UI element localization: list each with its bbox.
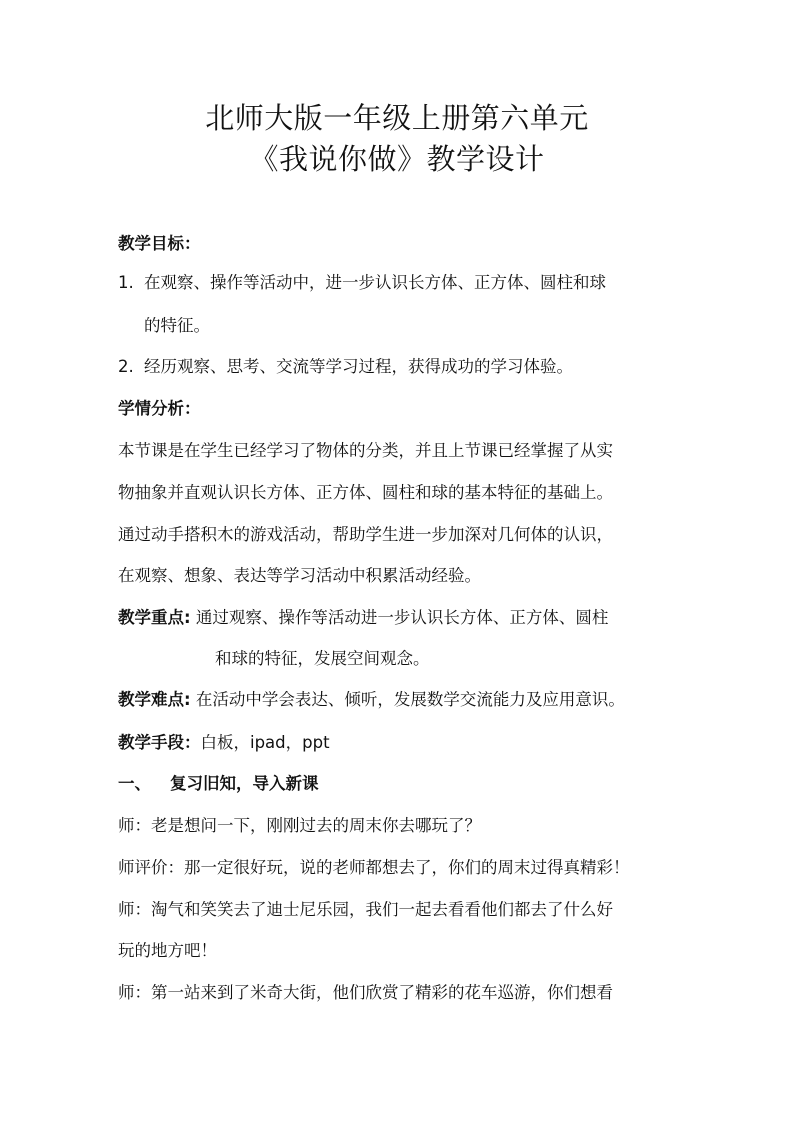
- analysis-heading: 学情分析：: [118, 399, 201, 418]
- objective-2: [118, 356, 718, 378]
- analysis-paragraph-line-3: 通过动手搭积木的游戏活动，帮助学生进一步加深对几何体的认识，: [118, 525, 613, 544]
- objective-1-continued: 的特征。: [144, 316, 210, 335]
- teaching-means-text: 白板，ipad，ppt: [200, 733, 330, 752]
- teacher-line-2: 师评价：那一定很好玩，说的老师都想去了，你们的周末过得真精彩！: [118, 858, 630, 877]
- section-1-heading: [118, 773, 718, 795]
- teacher-line-4: 师：第一站来到了米奇大街，他们欣赏了精彩的花车巡游，你们想看: [118, 983, 613, 1002]
- teaching-means-label: 教学手段：: [118, 733, 201, 752]
- objective-2-text: 经历观察、思考、交流等学习过程，获得成功的学习体验。: [144, 357, 573, 376]
- section-1-title: 复习旧知，导入新课: [170, 774, 319, 793]
- teacher-line-3: 师：淘气和笑笑去了迪士尼乐园，我们一起去看看他们都去了什么好: [118, 900, 613, 919]
- objective-1-number: 1.: [118, 273, 134, 292]
- document-title-line-1: 北师大版一年级上册第六单元: [205, 101, 589, 135]
- objective-2-number: 2.: [118, 357, 134, 376]
- analysis-paragraph-line-1: 本节课是在学生已经学习了物体的分类，并且上节课已经掌握了从实: [118, 441, 613, 460]
- teacher-line-1: 师：老是想问一下，刚刚过去的周末你去哪玩了？: [118, 816, 481, 835]
- key-point-text: 通过观察、操作等活动进一步认识长方体、正方体、圆柱: [195, 608, 609, 627]
- objective-1-text: 在观察、操作等活动中，进一步认识长方体、正方体、圆柱和球: [144, 273, 606, 292]
- analysis-paragraph-line-4: 在观察、想象、表达等学习活动中积累活动经验。: [118, 566, 481, 585]
- difficulty-label: 教学难点:: [118, 690, 191, 709]
- teaching-means: [118, 732, 718, 754]
- document-title-line-2: 《我说你做》教学设计: [249, 142, 545, 176]
- difficulty-point: [118, 689, 718, 711]
- key-point-continued: 和球的特征，发展空间观念。: [215, 649, 430, 668]
- section-1-number: 一、: [118, 774, 151, 793]
- objectives-heading: 教学目标：: [118, 234, 201, 253]
- teacher-line-3-continued: 玩的地方吧！: [118, 941, 217, 960]
- difficulty-text: 在活动中学会表达、倾听，发展数学交流能力及应用意识。: [195, 690, 625, 709]
- objective-1: [118, 272, 718, 294]
- key-point-label: 教学重点:: [118, 608, 191, 627]
- analysis-paragraph-line-2: 物抽象并直观认识长方体、正方体、圆柱和球的基本特征的基础上。: [118, 483, 613, 502]
- key-point: [118, 607, 718, 629]
